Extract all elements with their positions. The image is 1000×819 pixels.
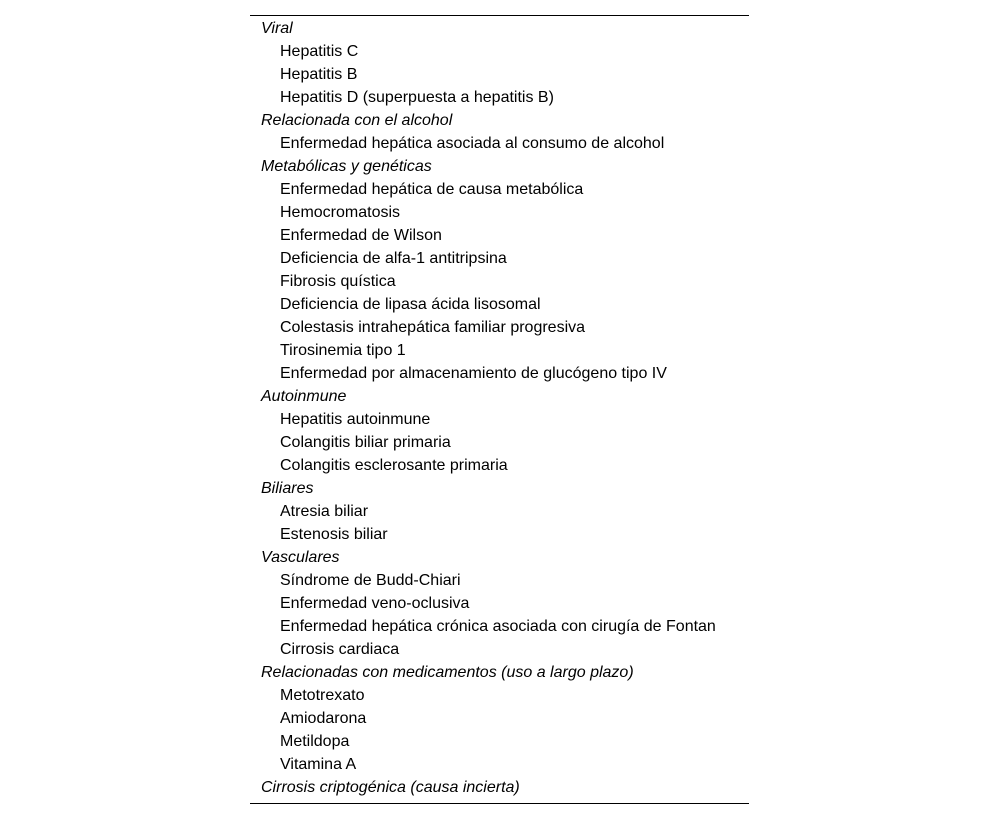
- category-heading: Metabólicas y genéticas: [261, 158, 432, 175]
- category-heading: Vasculares: [261, 549, 340, 566]
- list-item: Fibrosis quística: [280, 273, 396, 290]
- list-item: Hepatitis B: [280, 66, 358, 83]
- list-item: Hepatitis D (superpuesta a hepatitis B): [280, 89, 554, 106]
- list-item: Enfermedad de Wilson: [280, 227, 442, 244]
- list-item: Enfermedad hepática de causa metabólica: [280, 181, 584, 198]
- list-item: Enfermedad hepática crónica asociada con cirugía de Fontan: [280, 618, 716, 635]
- list-item: Metildopa: [280, 733, 350, 750]
- list-item: Colangitis biliar primaria: [280, 434, 451, 451]
- list-item: Amiodarona: [280, 710, 367, 727]
- list-item: Hemocromatosis: [280, 204, 401, 221]
- category-heading: Relacionada con el alcohol: [261, 112, 453, 129]
- table-body: [250, 17, 749, 799]
- category-heading: Autoinmune: [261, 388, 347, 405]
- cirrhosis-causes-table: [250, 15, 749, 804]
- category-heading: Viral: [261, 20, 293, 37]
- list-item: Metotrexato: [280, 687, 365, 704]
- list-item: Atresia biliar: [280, 503, 369, 520]
- list-item: Hepatitis autoinmune: [280, 411, 431, 428]
- list-item: Enfermedad hepática asociada al consumo de alcohol: [280, 135, 665, 152]
- list-item: Deficiencia de lipasa ácida lisosomal: [280, 296, 541, 313]
- list-item: Tirosinemia tipo 1: [280, 342, 406, 359]
- list-item: Estenosis biliar: [280, 526, 388, 543]
- list-item: Cirrosis cardiaca: [280, 641, 400, 658]
- list-item: Síndrome de Budd-Chiari: [280, 572, 461, 589]
- list-item: Hepatitis C: [280, 43, 359, 60]
- list-item: Vitamina A: [280, 756, 357, 773]
- list-item: Enfermedad por almacenamiento de glucógeno tipo IV: [280, 365, 667, 382]
- category-heading: Biliares: [261, 480, 314, 497]
- list-item: Colestasis intrahepática familiar progresiva: [280, 319, 586, 336]
- list-item: Deficiencia de alfa-1 antitripsina: [280, 250, 507, 267]
- list-item: Colangitis esclerosante primaria: [280, 457, 508, 474]
- list-item: Enfermedad veno-oclusiva: [280, 595, 470, 612]
- category-heading: Relacionadas con medicamentos (uso a largo plazo): [261, 664, 634, 681]
- category-heading: Cirrosis criptogénica (causa incierta): [261, 779, 520, 796]
